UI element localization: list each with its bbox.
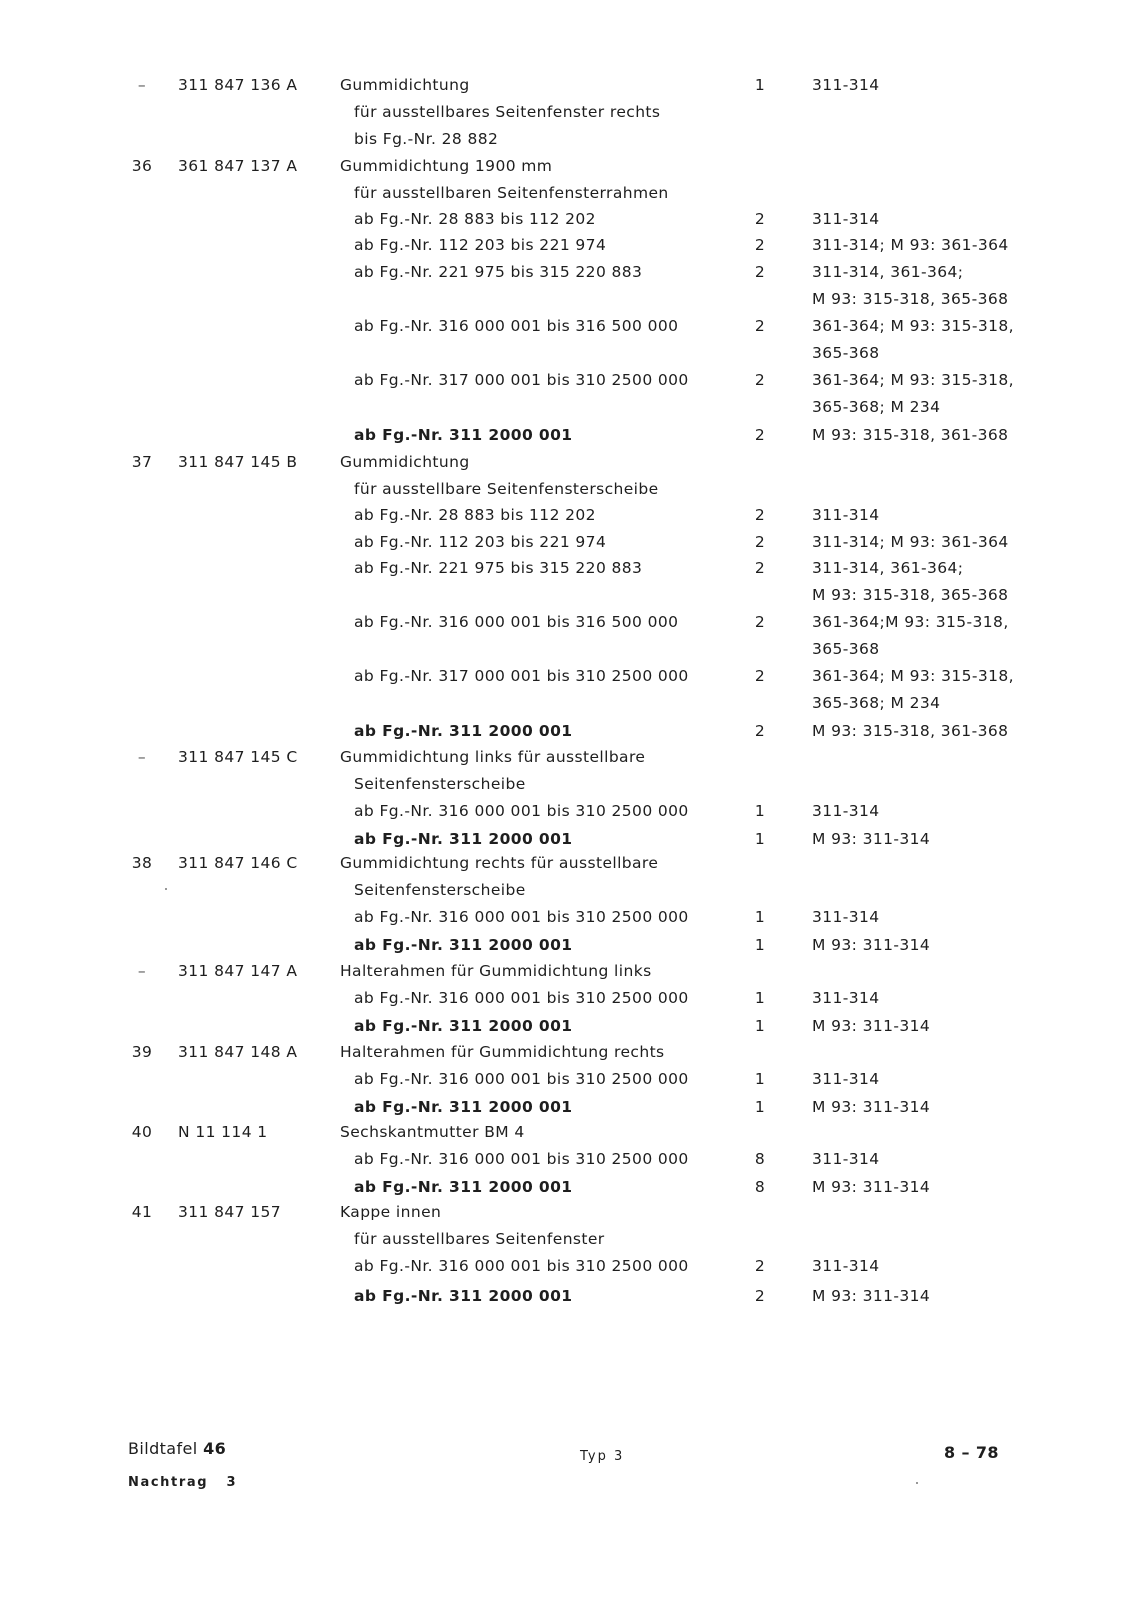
description: ab Fg.-Nr. 311 2000 001 bbox=[354, 830, 573, 848]
quantity: 2 bbox=[754, 426, 766, 444]
description: ab Fg.-Nr. 221 975 bis 315 220 883 bbox=[354, 559, 643, 577]
table-row bbox=[0, 206, 1148, 232]
table-row bbox=[0, 904, 1148, 930]
model-applicability: 311-314 bbox=[812, 1257, 880, 1275]
description: ab Fg.-Nr. 311 2000 001 bbox=[354, 722, 573, 740]
table-row bbox=[0, 367, 1148, 393]
table-row bbox=[0, 422, 1148, 448]
description: ab Fg.-Nr. 316 000 001 bis 310 2500 000 bbox=[354, 989, 689, 1007]
model-applicability: 311-314 bbox=[812, 1150, 880, 1168]
quantity: 1 bbox=[754, 76, 766, 94]
quantity: 2 bbox=[754, 236, 766, 254]
model-applicability: 311-314 bbox=[812, 506, 880, 524]
description: Sechskantmutter BM 4 bbox=[340, 1123, 525, 1141]
plate-number: 46 bbox=[203, 1439, 227, 1458]
model-applicability: M 93: 311-314 bbox=[812, 830, 931, 848]
table-row bbox=[0, 286, 1148, 312]
table-row bbox=[0, 555, 1148, 581]
quantity: 1 bbox=[754, 830, 766, 848]
model-applicability: 311-314 bbox=[812, 1070, 880, 1088]
model-applicability: 361-364; M 93: 315-318, bbox=[812, 317, 1014, 335]
quantity: 1 bbox=[754, 1017, 766, 1035]
description: ab Fg.-Nr. 112 203 bis 221 974 bbox=[354, 533, 607, 551]
quantity: 2 bbox=[754, 1257, 766, 1275]
part-number: 311 847 145 C bbox=[178, 748, 298, 766]
table-row bbox=[0, 985, 1148, 1011]
table-row bbox=[0, 771, 1148, 797]
description: ab Fg.-Nr. 28 883 bis 112 202 bbox=[354, 506, 596, 524]
description: ab Fg.-Nr. 316 000 001 bis 310 2500 000 bbox=[354, 908, 689, 926]
model-applicability: M 93: 315-318, 361-368 bbox=[812, 722, 1009, 740]
quantity: 1 bbox=[754, 936, 766, 954]
model-applicability: M 93: 311-314 bbox=[812, 1098, 931, 1116]
table-row bbox=[0, 826, 1148, 852]
description: ab Fg.-Nr. 311 2000 001 bbox=[354, 426, 573, 444]
table-row bbox=[0, 1283, 1148, 1309]
position-number: – bbox=[137, 748, 147, 766]
table-row bbox=[0, 180, 1148, 206]
quantity: 2 bbox=[754, 263, 766, 281]
part-number: 311 847 136 A bbox=[178, 76, 298, 94]
part-number: 311 847 148 A bbox=[178, 1043, 298, 1061]
table-row bbox=[0, 394, 1148, 420]
description: Gummidichtung rechts für ausstellbare bbox=[340, 854, 659, 872]
part-number: 361 847 137 A bbox=[178, 157, 298, 175]
quantity: 1 bbox=[754, 802, 766, 820]
model-applicability: M 93: 311-314 bbox=[812, 1287, 931, 1305]
quantity: 2 bbox=[754, 506, 766, 524]
description: ab Fg.-Nr. 316 000 001 bis 310 2500 000 bbox=[354, 1150, 689, 1168]
table-row bbox=[0, 1066, 1148, 1092]
model-applicability: 311-314; M 93: 361-364 bbox=[812, 533, 1009, 551]
part-number: 311 847 146 C bbox=[178, 854, 298, 872]
quantity: 2 bbox=[754, 371, 766, 389]
description: Seitenfensterscheibe bbox=[354, 775, 526, 793]
description: Halterahmen für Gummidichtung rechts bbox=[340, 1043, 665, 1061]
description: für ausstellbares Seitenfenster rechts bbox=[354, 103, 661, 121]
model-applicability: 361-364; M 93: 315-318, bbox=[812, 371, 1014, 389]
model-applicability: 311-314 bbox=[812, 989, 880, 1007]
type-label: Typ 3 bbox=[580, 1449, 625, 1464]
table-row bbox=[0, 502, 1148, 528]
position-number: 41 bbox=[131, 1203, 153, 1221]
description: Gummidichtung links für ausstellbare bbox=[340, 748, 646, 766]
model-applicability: M 93: 311-314 bbox=[812, 936, 931, 954]
position-number: 40 bbox=[131, 1123, 153, 1141]
quantity: 2 bbox=[754, 1287, 766, 1305]
table-row bbox=[0, 609, 1148, 635]
description: ab Fg.-Nr. 28 883 bis 112 202 bbox=[354, 210, 596, 228]
model-applicability: M 93: 315-318, 361-368 bbox=[812, 426, 1009, 444]
description: ab Fg.-Nr. 316 000 001 bis 310 2500 000 bbox=[354, 802, 689, 820]
description: ab Fg.-Nr. 311 2000 001 bbox=[354, 1017, 573, 1035]
description: Gummidichtung bbox=[340, 76, 470, 94]
model-applicability: 311-314 bbox=[812, 76, 880, 94]
table-row bbox=[0, 718, 1148, 744]
quantity: 2 bbox=[754, 613, 766, 631]
table-row bbox=[0, 690, 1148, 716]
model-applicability: 311-314 bbox=[812, 908, 880, 926]
description: ab Fg.-Nr. 311 2000 001 bbox=[354, 1178, 573, 1196]
model-applicability: 361-364;M 93: 315-318, bbox=[812, 613, 1009, 631]
description: ab Fg.-Nr. 316 000 001 bis 310 2500 000 bbox=[354, 1257, 689, 1275]
description: Gummidichtung 1900 mm bbox=[340, 157, 553, 175]
table-row bbox=[0, 1226, 1148, 1252]
position-number: 39 bbox=[131, 1043, 153, 1061]
table-row bbox=[0, 259, 1148, 285]
table-row bbox=[0, 1174, 1148, 1200]
model-applicability: M 93: 315-318, 365-368 bbox=[812, 290, 1009, 308]
supplement-label: Nachtrag bbox=[128, 1475, 209, 1490]
table-row bbox=[0, 449, 1148, 475]
model-applicability: 361-364; M 93: 315-318, bbox=[812, 667, 1014, 685]
description: ab Fg.-Nr. 316 000 001 bis 316 500 000 bbox=[354, 317, 679, 335]
table-row bbox=[0, 529, 1148, 555]
supplement-reference bbox=[128, 1472, 237, 1494]
table-row bbox=[0, 476, 1148, 502]
description: ab Fg.-Nr. 316 000 001 bis 310 2500 000 bbox=[354, 1070, 689, 1088]
table-row bbox=[0, 1094, 1148, 1120]
model-applicability: 365-368; M 234 bbox=[812, 398, 941, 416]
model-applicability: 365-368 bbox=[812, 640, 880, 658]
model-applicability: 365-368 bbox=[812, 344, 880, 362]
position-number: – bbox=[137, 76, 147, 94]
table-row bbox=[0, 1199, 1148, 1225]
model-applicability: 311-314, 361-364; bbox=[812, 559, 964, 577]
part-number: 311 847 157 bbox=[178, 1203, 282, 1221]
part-number: 311 847 147 A bbox=[178, 962, 298, 980]
model-applicability: M 93: 311-314 bbox=[812, 1178, 931, 1196]
part-number: 311 847 145 B bbox=[178, 453, 298, 471]
description: für ausstellbare Seitenfensterscheibe bbox=[354, 480, 659, 498]
table-row bbox=[0, 1013, 1148, 1039]
table-row bbox=[0, 313, 1148, 339]
description: Gummidichtung bbox=[340, 453, 470, 471]
position-number: 37 bbox=[131, 453, 153, 471]
table-row bbox=[0, 126, 1148, 152]
position-number: 38 bbox=[131, 854, 153, 872]
description: ab Fg.-Nr. 317 000 001 bis 310 2500 000 bbox=[354, 667, 689, 685]
table-row bbox=[0, 1146, 1148, 1172]
table-row bbox=[0, 72, 1148, 98]
description: für ausstellbaren Seitenfensterrahmen bbox=[354, 184, 669, 202]
description: Kappe innen bbox=[340, 1203, 442, 1221]
description: für ausstellbares Seitenfenster bbox=[354, 1230, 605, 1248]
supplement-number: 3 bbox=[226, 1475, 238, 1490]
description: ab Fg.-Nr. 221 975 bis 315 220 883 bbox=[354, 263, 643, 281]
model-applicability: 311-314; M 93: 361-364 bbox=[812, 236, 1009, 254]
quantity: 2 bbox=[754, 722, 766, 740]
description: Halterahmen für Gummidichtung links bbox=[340, 962, 652, 980]
table-row bbox=[0, 99, 1148, 125]
quantity: 2 bbox=[754, 559, 766, 577]
table-row bbox=[0, 850, 1148, 876]
table-row bbox=[0, 340, 1148, 366]
description: ab Fg.-Nr. 311 2000 001 bbox=[354, 1098, 573, 1116]
description: ab Fg.-Nr. 311 2000 001 bbox=[354, 1287, 573, 1305]
quantity: 2 bbox=[754, 533, 766, 551]
description: Seitenfensterscheibe bbox=[354, 881, 526, 899]
quantity: 1 bbox=[754, 1070, 766, 1088]
position-number: – bbox=[137, 962, 147, 980]
quantity: 1 bbox=[754, 989, 766, 1007]
model-applicability: M 93: 315-318, 365-368 bbox=[812, 586, 1009, 604]
position-number: 36 bbox=[131, 157, 153, 175]
table-row bbox=[0, 798, 1148, 824]
quantity: 8 bbox=[754, 1150, 766, 1168]
table-row bbox=[0, 1119, 1148, 1145]
quantity: 1 bbox=[754, 908, 766, 926]
scan-speck bbox=[916, 1482, 918, 1484]
description: ab Fg.-Nr. 311 2000 001 bbox=[354, 936, 573, 954]
quantity: 2 bbox=[754, 667, 766, 685]
quantity: 2 bbox=[754, 317, 766, 335]
model-applicability: 311-314, 361-364; bbox=[812, 263, 964, 281]
table-row bbox=[0, 582, 1148, 608]
quantity: 1 bbox=[754, 1098, 766, 1116]
description: ab Fg.-Nr. 317 000 001 bis 310 2500 000 bbox=[354, 371, 689, 389]
table-row bbox=[0, 1039, 1148, 1065]
table-row bbox=[0, 636, 1148, 662]
table-row bbox=[0, 958, 1148, 984]
table-row bbox=[0, 744, 1148, 770]
plate-reference bbox=[128, 1438, 226, 1460]
plate-label: Bildtafel bbox=[128, 1439, 198, 1458]
part-number: N 11 114 1 bbox=[178, 1123, 268, 1141]
description: ab Fg.-Nr. 112 203 bis 221 974 bbox=[354, 236, 607, 254]
quantity: 8 bbox=[754, 1178, 766, 1196]
description: ab Fg.-Nr. 316 000 001 bis 316 500 000 bbox=[354, 613, 679, 631]
model-applicability: 365-368; M 234 bbox=[812, 694, 941, 712]
table-row bbox=[0, 663, 1148, 689]
page-number: 8 – 78 bbox=[944, 1443, 999, 1462]
scan-speck bbox=[165, 888, 167, 890]
quantity: 2 bbox=[754, 210, 766, 228]
model-applicability: M 93: 311-314 bbox=[812, 1017, 931, 1035]
table-row bbox=[0, 153, 1148, 179]
table-row bbox=[0, 877, 1148, 903]
table-row bbox=[0, 1253, 1148, 1279]
model-applicability: 311-314 bbox=[812, 210, 880, 228]
table-row bbox=[0, 232, 1148, 258]
model-applicability: 311-314 bbox=[812, 802, 880, 820]
table-row bbox=[0, 932, 1148, 958]
description: bis Fg.-Nr. 28 882 bbox=[354, 130, 499, 148]
